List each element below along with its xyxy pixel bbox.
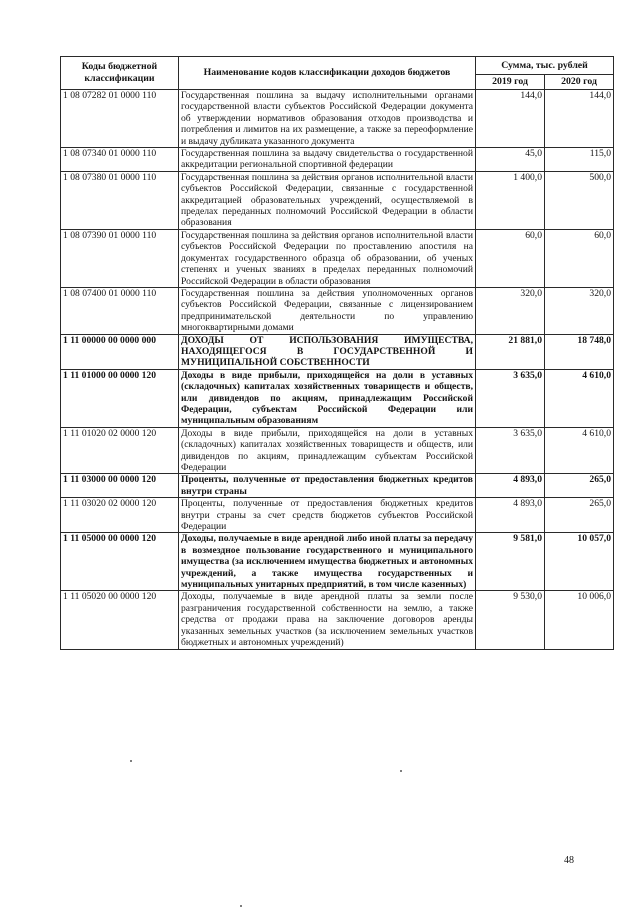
amount-2020: 144,0 [545, 90, 614, 148]
table-row [61, 533, 614, 591]
revenue-name: Государственная пошлина за действия органов исполнительной власти субъектов Российской Федерации по проставлению апостиля на документах государственного образца об образовании, об ученых степенях и ученых званиях в пределах переданных полномочий Российской Федерации в области образования [179, 229, 476, 287]
budget-code: 1 08 07282 01 0000 110 [61, 90, 179, 148]
amount-2020: 500,0 [545, 171, 614, 229]
amount-2020: 265,0 [545, 474, 614, 498]
table-row [61, 287, 614, 334]
header-year-2019: 2019 год [476, 75, 545, 90]
revenue-name: ДОХОДЫ ОТ ИСПОЛЬЗОВАНИЯ ИМУЩЕСТВА, НАХОДЯЩЕГОСЯ В ГОСУДАРСТВЕННОЙ И МУНИЦИПАЛЬНОЙ СОБСТВЕННОСТИ [179, 334, 476, 369]
amount-2020: 4 610,0 [545, 427, 614, 474]
amount-2019: 9 581,0 [476, 533, 545, 591]
amount-2019: 1 400,0 [476, 171, 545, 229]
revenue-name: Доходы, получаемые в виде арендной либо иной платы за передачу в возмездное пользование государственного и муниципального имущества (за исключением имущества бюджетных и автономных учреждений, а также имущества государственных и муниципальных унитарных предприятий, в том числе казенных) [179, 533, 476, 591]
amount-2020: 18 748,0 [545, 334, 614, 369]
budget-code: 1 11 03000 00 0000 120 [61, 474, 179, 498]
table-row [61, 427, 614, 474]
amount-2019: 320,0 [476, 287, 545, 334]
revenue-name: Доходы в виде прибыли, приходящейся на доли в уставных (складочных) капиталах хозяйственных товариществ и обществ, или дивидендов по акциям, принадлежащим Российской Федерации, субъектам Российской Федерации или муниципальным образованиям [179, 369, 476, 427]
amount-2019: 45,0 [476, 148, 545, 172]
revenue-name: Государственная пошлина за действия уполномоченных органов субъектов Российской Федерации, связанные с лицензированием предпринимательской деятельности по управлению многоквартирными домами [179, 287, 476, 334]
amount-2019: 9 530,0 [476, 591, 545, 649]
header-name: Наименование кодов классификации доходов бюджетов [179, 57, 476, 90]
table-row [61, 229, 614, 287]
budget-code: 1 11 00000 00 0000 000 [61, 334, 179, 369]
amount-2020: 4 610,0 [545, 369, 614, 427]
header-year-2020: 2020 год [545, 75, 614, 90]
revenue-name: Государственная пошлина за выдачу исполнительными органами государственной власти субъектов Российской Федерации документа об утверждении нормативов образования отходов производства и потребления и лимитов на их размещение, а также за переоформление и выдачу дубликата указанного документа [179, 90, 476, 148]
budget-code: 1 11 01000 00 0000 120 [61, 369, 179, 427]
amount-2019: 144,0 [476, 90, 545, 148]
amount-2019: 4 893,0 [476, 474, 545, 498]
amount-2019: 3 635,0 [476, 369, 545, 427]
revenue-name: Доходы в виде прибыли, приходящейся на доли в уставных (складочных) капиталах хозяйственных товариществ и обществ, или дивидендов по акциям, принадлежащим субъектам Российской Федерации [179, 427, 476, 474]
header-codes: Коды бюджетной классификации [61, 57, 179, 90]
table-row [61, 171, 614, 229]
amount-2019: 21 881,0 [476, 334, 545, 369]
table-body [61, 90, 614, 650]
table-row [61, 474, 614, 498]
table-row [61, 334, 614, 369]
budget-code: 1 08 07400 01 0000 110 [61, 287, 179, 334]
scan-speck [130, 760, 132, 762]
amount-2020: 10 006,0 [545, 591, 614, 649]
budget-code: 1 08 07380 01 0000 110 [61, 171, 179, 229]
budget-code: 1 08 07340 01 0000 110 [61, 148, 179, 172]
table-row [61, 369, 614, 427]
scan-speck [400, 770, 402, 772]
budget-code: 1 11 01020 02 0000 120 [61, 427, 179, 474]
budget-revenue-table [60, 56, 614, 650]
revenue-name: Доходы, получаемые в виде арендной платы за земли после разграничения государственной собственности на землю, а также средства от продажи права на заключение договоров аренды указанных земельных участков (за исключением земельных участков бюджетных и автономных учреждений) [179, 591, 476, 649]
header-amount: Сумма, тыс. рублей [476, 57, 614, 75]
amount-2019: 4 893,0 [476, 498, 545, 533]
amount-2019: 60,0 [476, 229, 545, 287]
budget-code: 1 08 07390 01 0000 110 [61, 229, 179, 287]
amount-2020: 115,0 [545, 148, 614, 172]
revenue-name: Проценты, полученные от предоставления бюджетных кредитов внутри страны за счет средств бюджетов субъектов Российской Федерации [179, 498, 476, 533]
amount-2020: 265,0 [545, 498, 614, 533]
revenue-name: Государственная пошлина за действия органов исполнительной власти субъектов Российской Федерации, связанные с государственной аккредитацией образовательных учреждений, осуществляемой в пределах переданных полномочий Российской Федерации в области образования [179, 171, 476, 229]
table-row [61, 90, 614, 148]
budget-code: 1 11 05020 00 0000 120 [61, 591, 179, 649]
amount-2020: 10 057,0 [545, 533, 614, 591]
table-row [61, 498, 614, 533]
amount-2020: 60,0 [545, 229, 614, 287]
revenue-name: Проценты, полученные от предоставления бюджетных кредитов внутри страны [179, 474, 476, 498]
page-number: 48 [564, 855, 574, 866]
table-row [61, 591, 614, 649]
budget-code: 1 11 03020 02 0000 120 [61, 498, 179, 533]
revenue-name: Государственная пошлина за выдачу свидетельства о государственной аккредитации региональной спортивной федерации [179, 148, 476, 172]
amount-2020: 320,0 [545, 287, 614, 334]
table-row [61, 148, 614, 172]
amount-2019: 3 635,0 [476, 427, 545, 474]
budget-code: 1 11 05000 00 0000 120 [61, 533, 179, 591]
